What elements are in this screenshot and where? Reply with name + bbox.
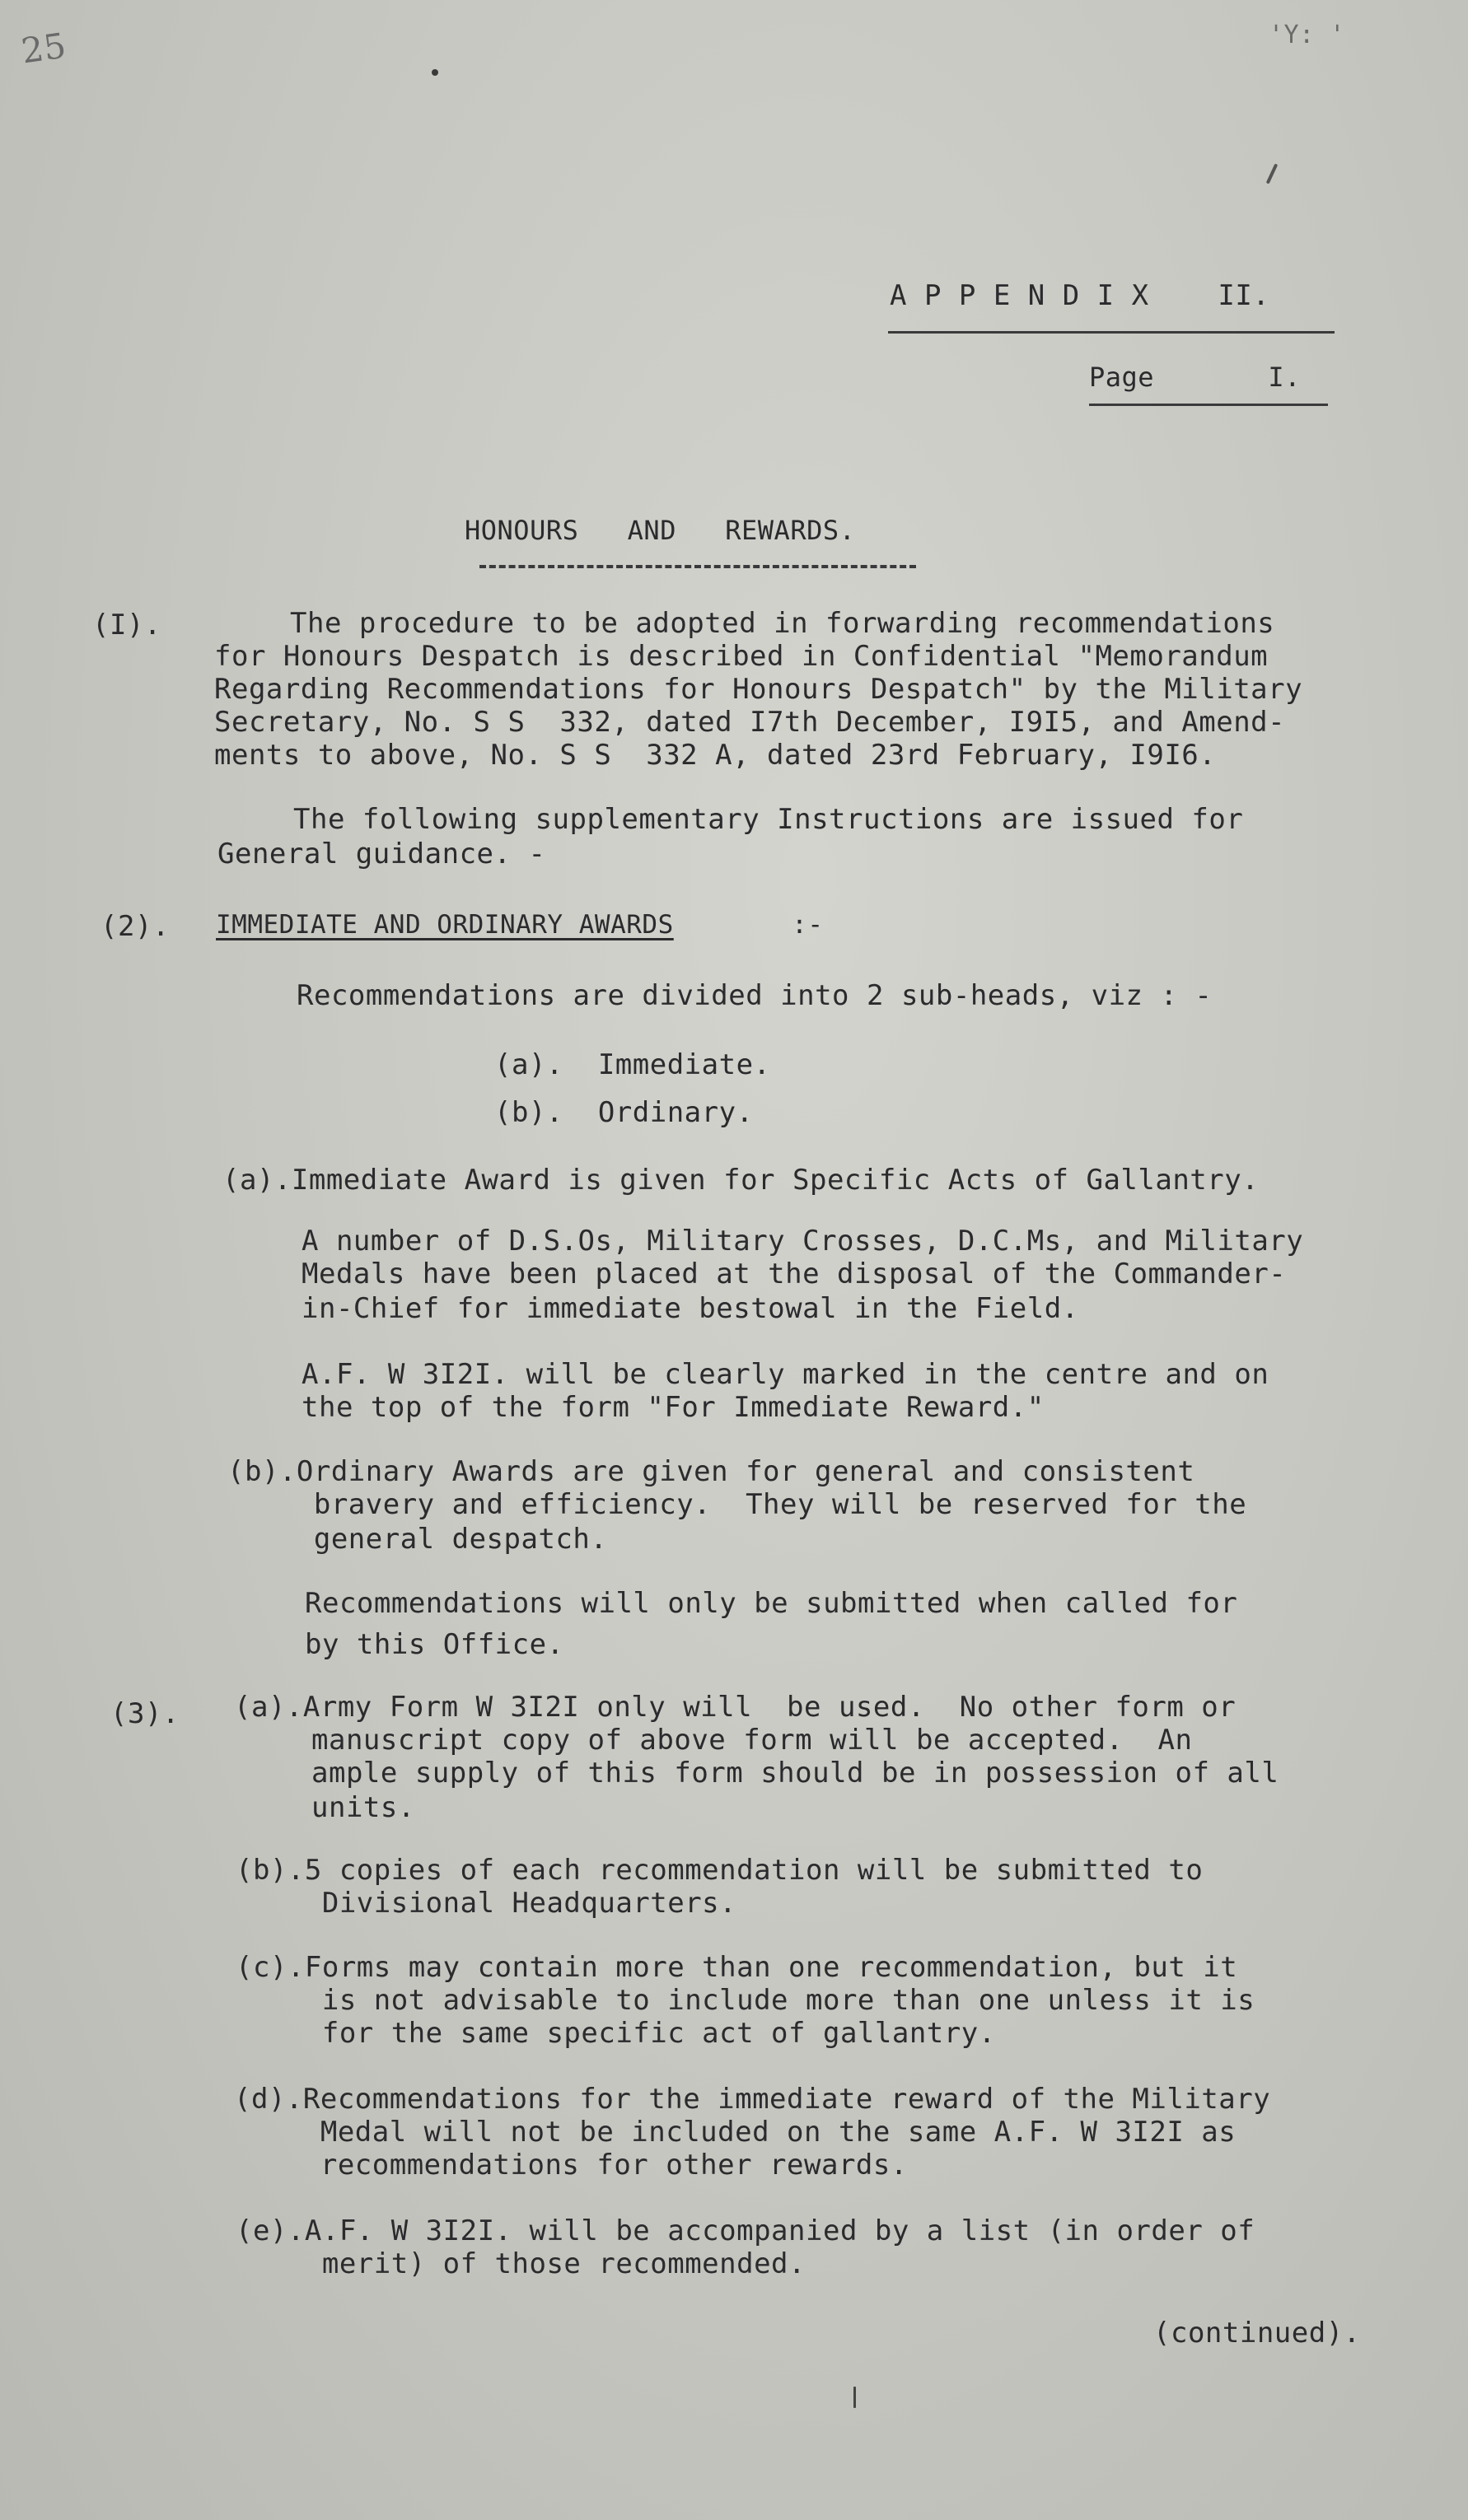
para-3a-line: (a).Army Form W 3I2I only will be used. No other form or	[234, 1691, 1237, 1724]
para-2a-body: A.F. W 3I2I. will be clearly marked in the centre and on	[302, 1358, 1269, 1391]
para-2b-line: (b).Ordinary Awards are given for general and consistent	[227, 1455, 1195, 1488]
page-reference-mark: 25	[18, 25, 69, 72]
document-title: HONOURS AND REWARDS.	[465, 515, 856, 546]
title-underline	[479, 565, 916, 568]
para-2-intro: Recommendations are divided into 2 sub-heads, viz : -	[297, 979, 1213, 1012]
top-right-mark: 'Y: '	[1269, 21, 1345, 49]
para-2-number: (2).	[101, 910, 170, 943]
ink-spot	[1266, 163, 1279, 184]
para-2-heading-suffix: :-	[776, 910, 824, 940]
para-3e-line: merit) of those recommended.	[236, 2247, 806, 2280]
ink-spot	[432, 69, 438, 76]
para-1-line: Regarding Recommendations for Honours Despatch" by the Military	[214, 673, 1303, 706]
para-2a-body: A number of D.S.Os, Military Crosses, D.C.Ms, and Military	[302, 1225, 1304, 1258]
para-1-supplement: The following supplementary Instructions are issued for	[293, 803, 1244, 836]
para-3d-line: recommendations for other rewards.	[234, 2149, 908, 2182]
para-3b-line: (b).5 copies of each recommendation will be submitted to	[236, 1854, 1204, 1887]
para-3d-line: (d).Recommendations for the immediate reward of the Military	[234, 2083, 1271, 2116]
para-3-number: (3).	[110, 1697, 180, 1730]
para-3a-line: manuscript copy of above form will be accepted. An	[311, 1724, 1193, 1757]
para-2-heading: IMMEDIATE AND ORDINARY AWARDS	[216, 910, 674, 940]
page-underline	[1089, 404, 1328, 406]
para-3d-line: Medal will not be included on the same A.F. W 3I2I as	[234, 2116, 1237, 2149]
para-2b-body: Recommendations will only be submitted when called for	[305, 1587, 1238, 1620]
para-2b-line: bravery and efficiency. They will be reserved for the	[227, 1488, 1247, 1521]
subhead-item: (a). Immediate.	[494, 1048, 771, 1081]
continued-note: (continued).	[1153, 2317, 1361, 2350]
para-3a-line: units.	[311, 1791, 415, 1824]
para-1-number: (I).	[92, 609, 161, 642]
para-1-line: for Honours Despatch is described in Confidential "Memorandum	[214, 640, 1269, 673]
para-2a-body: the top of the form "For Immediate Reward."	[302, 1391, 1045, 1424]
para-3c-line: (c).Forms may contain more than one recommendation, but it	[236, 1951, 1238, 1984]
para-1-supplement: General guidance. -	[217, 838, 546, 870]
para-1-line: ments to above, No. S S 332 A, dated 23rd February, I9I6.	[214, 739, 1217, 772]
appendix-underline	[888, 331, 1335, 334]
ink-spot	[853, 2387, 856, 2408]
para-3b-line: Divisional Headquarters.	[236, 1887, 737, 1920]
para-3c-line: for the same specific act of gallantry.	[236, 2017, 996, 2050]
para-2b-line: general despatch.	[227, 1523, 608, 1556]
para-2a-body: Medals have been placed at the disposal of the Commander-	[302, 1258, 1287, 1290]
subhead-item: (b). Ordinary.	[494, 1096, 754, 1129]
para-3a-line: ample supply of this form should be in possession of all	[311, 1757, 1279, 1790]
para-2b-body: by this Office.	[305, 1628, 564, 1661]
para-3c-line: is not advisable to include more than one unless it is	[236, 1984, 1255, 2017]
para-1-line: The procedure to be adopted in forwarding recommendations	[290, 607, 1275, 640]
page-number: Page I.	[1089, 362, 1301, 393]
appendix-heading: A P P E N D I X II.	[890, 279, 1270, 312]
para-2a-title: (a).Immediate Award is given for Specific Acts of Gallantry.	[222, 1164, 1260, 1197]
para-2a-body: in-Chief for immediate bestowal in the Field.	[302, 1292, 1079, 1325]
para-1-line: Secretary, No. S S 332, dated I7th December, I9I5, and Amend-	[214, 706, 1286, 739]
para-3e-line: (e).A.F. W 3I2I. will be accompanied by a list (in order of	[236, 2214, 1255, 2247]
